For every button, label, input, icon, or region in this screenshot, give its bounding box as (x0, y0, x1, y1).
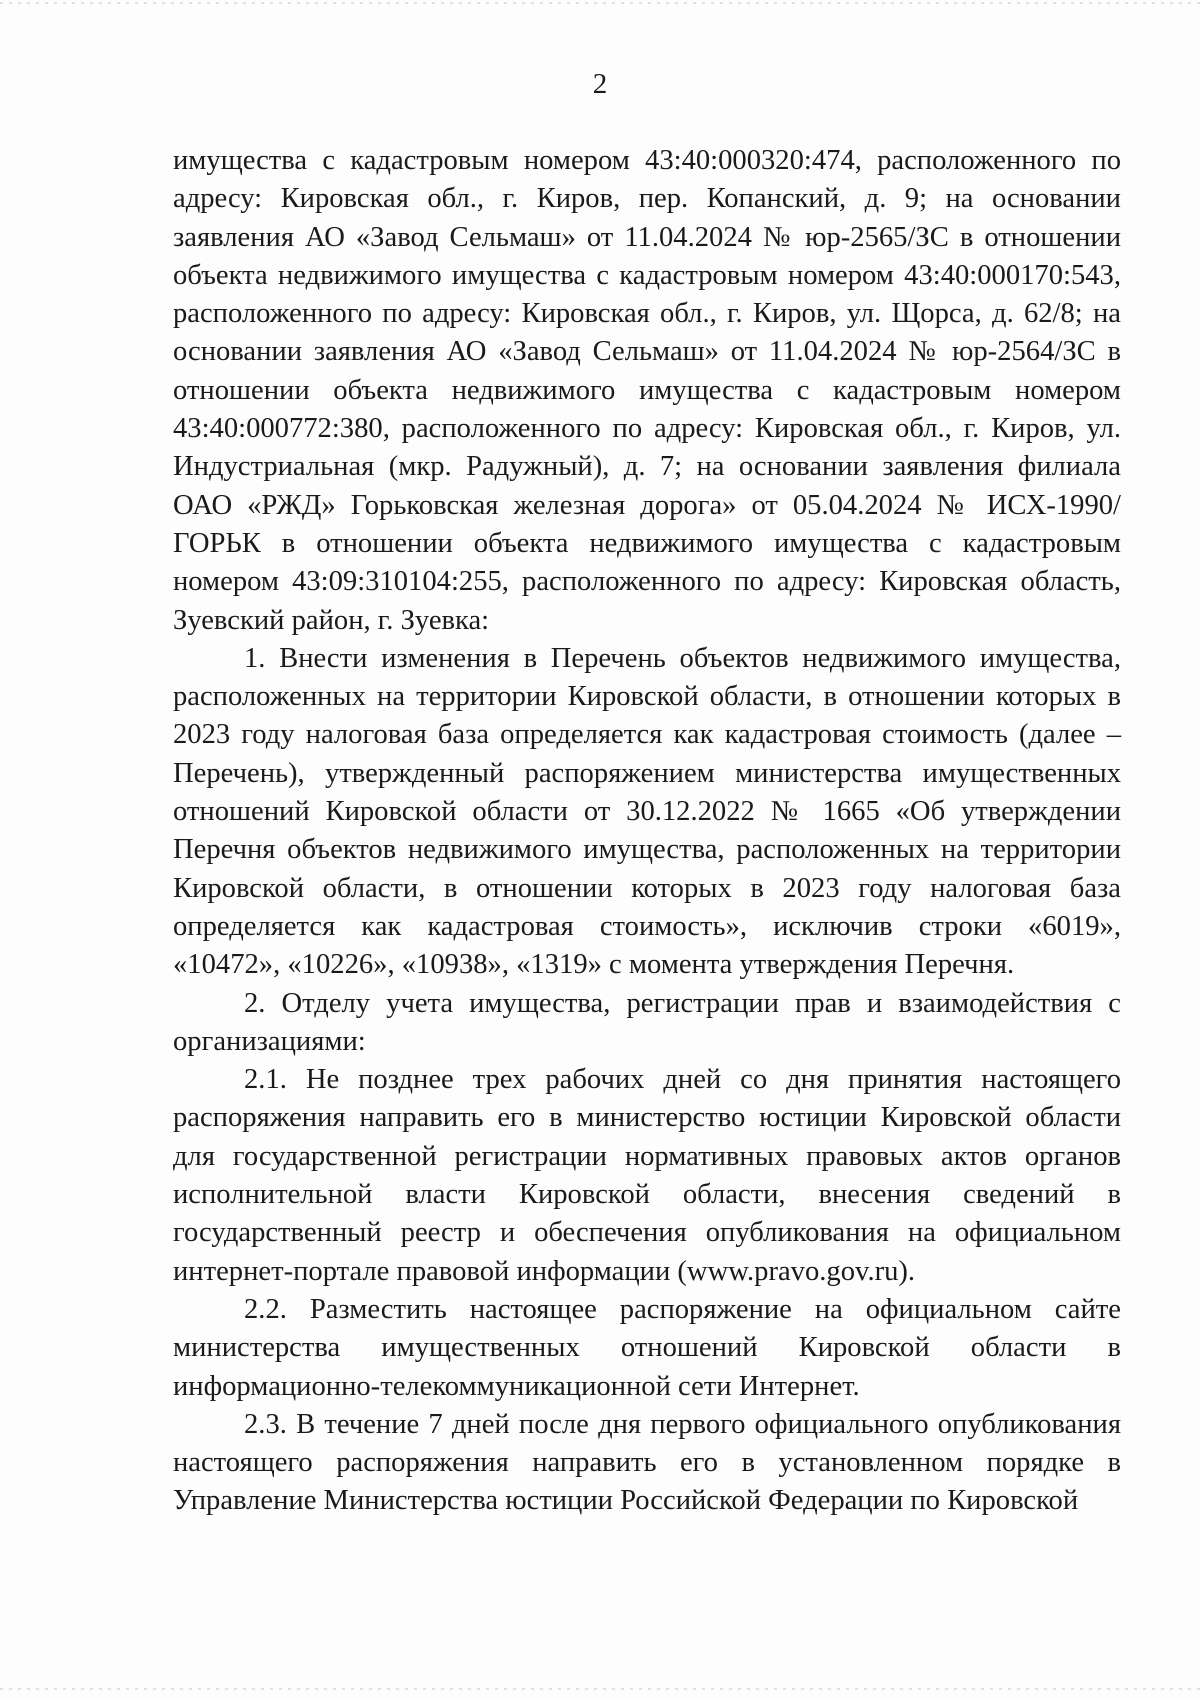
document-body (173, 142, 1121, 1521)
scan-edge-top (0, 2, 1200, 4)
paragraph-preamble: имущества с кадастровым номером 43:40:000320:474, расположенного по адресу: Кировская обл., г. Киров, пер. Копанский, д. 9; на основании заявления АО «Завод Сельмаш» от 11.04.2024 № юр-2565/ЗС в отношении объекта недвижимого имущества с кадастровым номером 43:40:000170:543, расположенного по адресу: Кировская обл., г. Киров, ул. Щорса, д. 62/8; на основании заявления АО «Завод Сельмаш» от 11.04.2024 № юр-2564/ЗС в отношении объекта недвижимого имущества с кадастровым номером 43:40:000772:380, расположенного по адресу: Кировская обл., г. Киров, ул. Индустриальная (мкр. Радужный), д. 7; на основании заявления филиала ОАО «РЖД» Горьковская железная дорога» от 05.04.2024 № ИСХ-1990/ГОРЬК в отношении объекта недвижимого имущества с кадастровым номером 43:09:310104:255, расположенного по адресу: Кировская область, Зуевский район, г. Зуевка: (173, 145, 1121, 636)
paragraph-item-2-1: 2.1. Не позднее трех рабочих дней со дня принятия настоящего распоряжения направить его в министерство юстиции Кировской области для государственной регистрации нормативных правовых актов органов исполнительной власти Кировской области, внесения сведений в государственный реестр и обеспечения опубликования на официальном интернет-портале правовой информации (www.pravo.gov.ru). (173, 1064, 1121, 1287)
paragraph-item-2-2: 2.2. Разместить настоящее распоряжение на официальном сайте министерства имущественных отношений Кировской области в информационно-телекоммуникационной сети Интернет. (173, 1293, 1121, 1402)
paragraph-item-2-3: 2.3. В течение 7 дней после дня первого официального опубликования настоящего распоряжения направить его в установленном порядке в Управление Министерства юстиции Российской Федерации по Кировской (173, 1408, 1121, 1517)
paragraph-item-2: 2. Отделу учета имущества, регистрации прав и взаимодействия с организациями: (173, 987, 1121, 1057)
page-number: 2 (592, 68, 608, 100)
scan-edge-bottom (0, 1688, 1200, 1690)
paragraph-item-1: 1. Внести изменения в Перечень объектов недвижимого имущества, расположенных на территории Кировской области, в отношении которых в 2023 году налоговая база определяется как кадастровая стоимость (далее – Перечень), утвержденный распоряжением министерства имущественных отношений Кировской области от 30.12.2022 № 1665 «Об утверждении Перечня объектов недвижимого имущества, расположенных на территории Кировской области, в отношении которых в 2023 году налоговая база определяется как кадастровая стоимость», исключив строки «6019», «10472», «10226», «10938», «1319» с момента утверждения Перечня. (173, 642, 1121, 981)
